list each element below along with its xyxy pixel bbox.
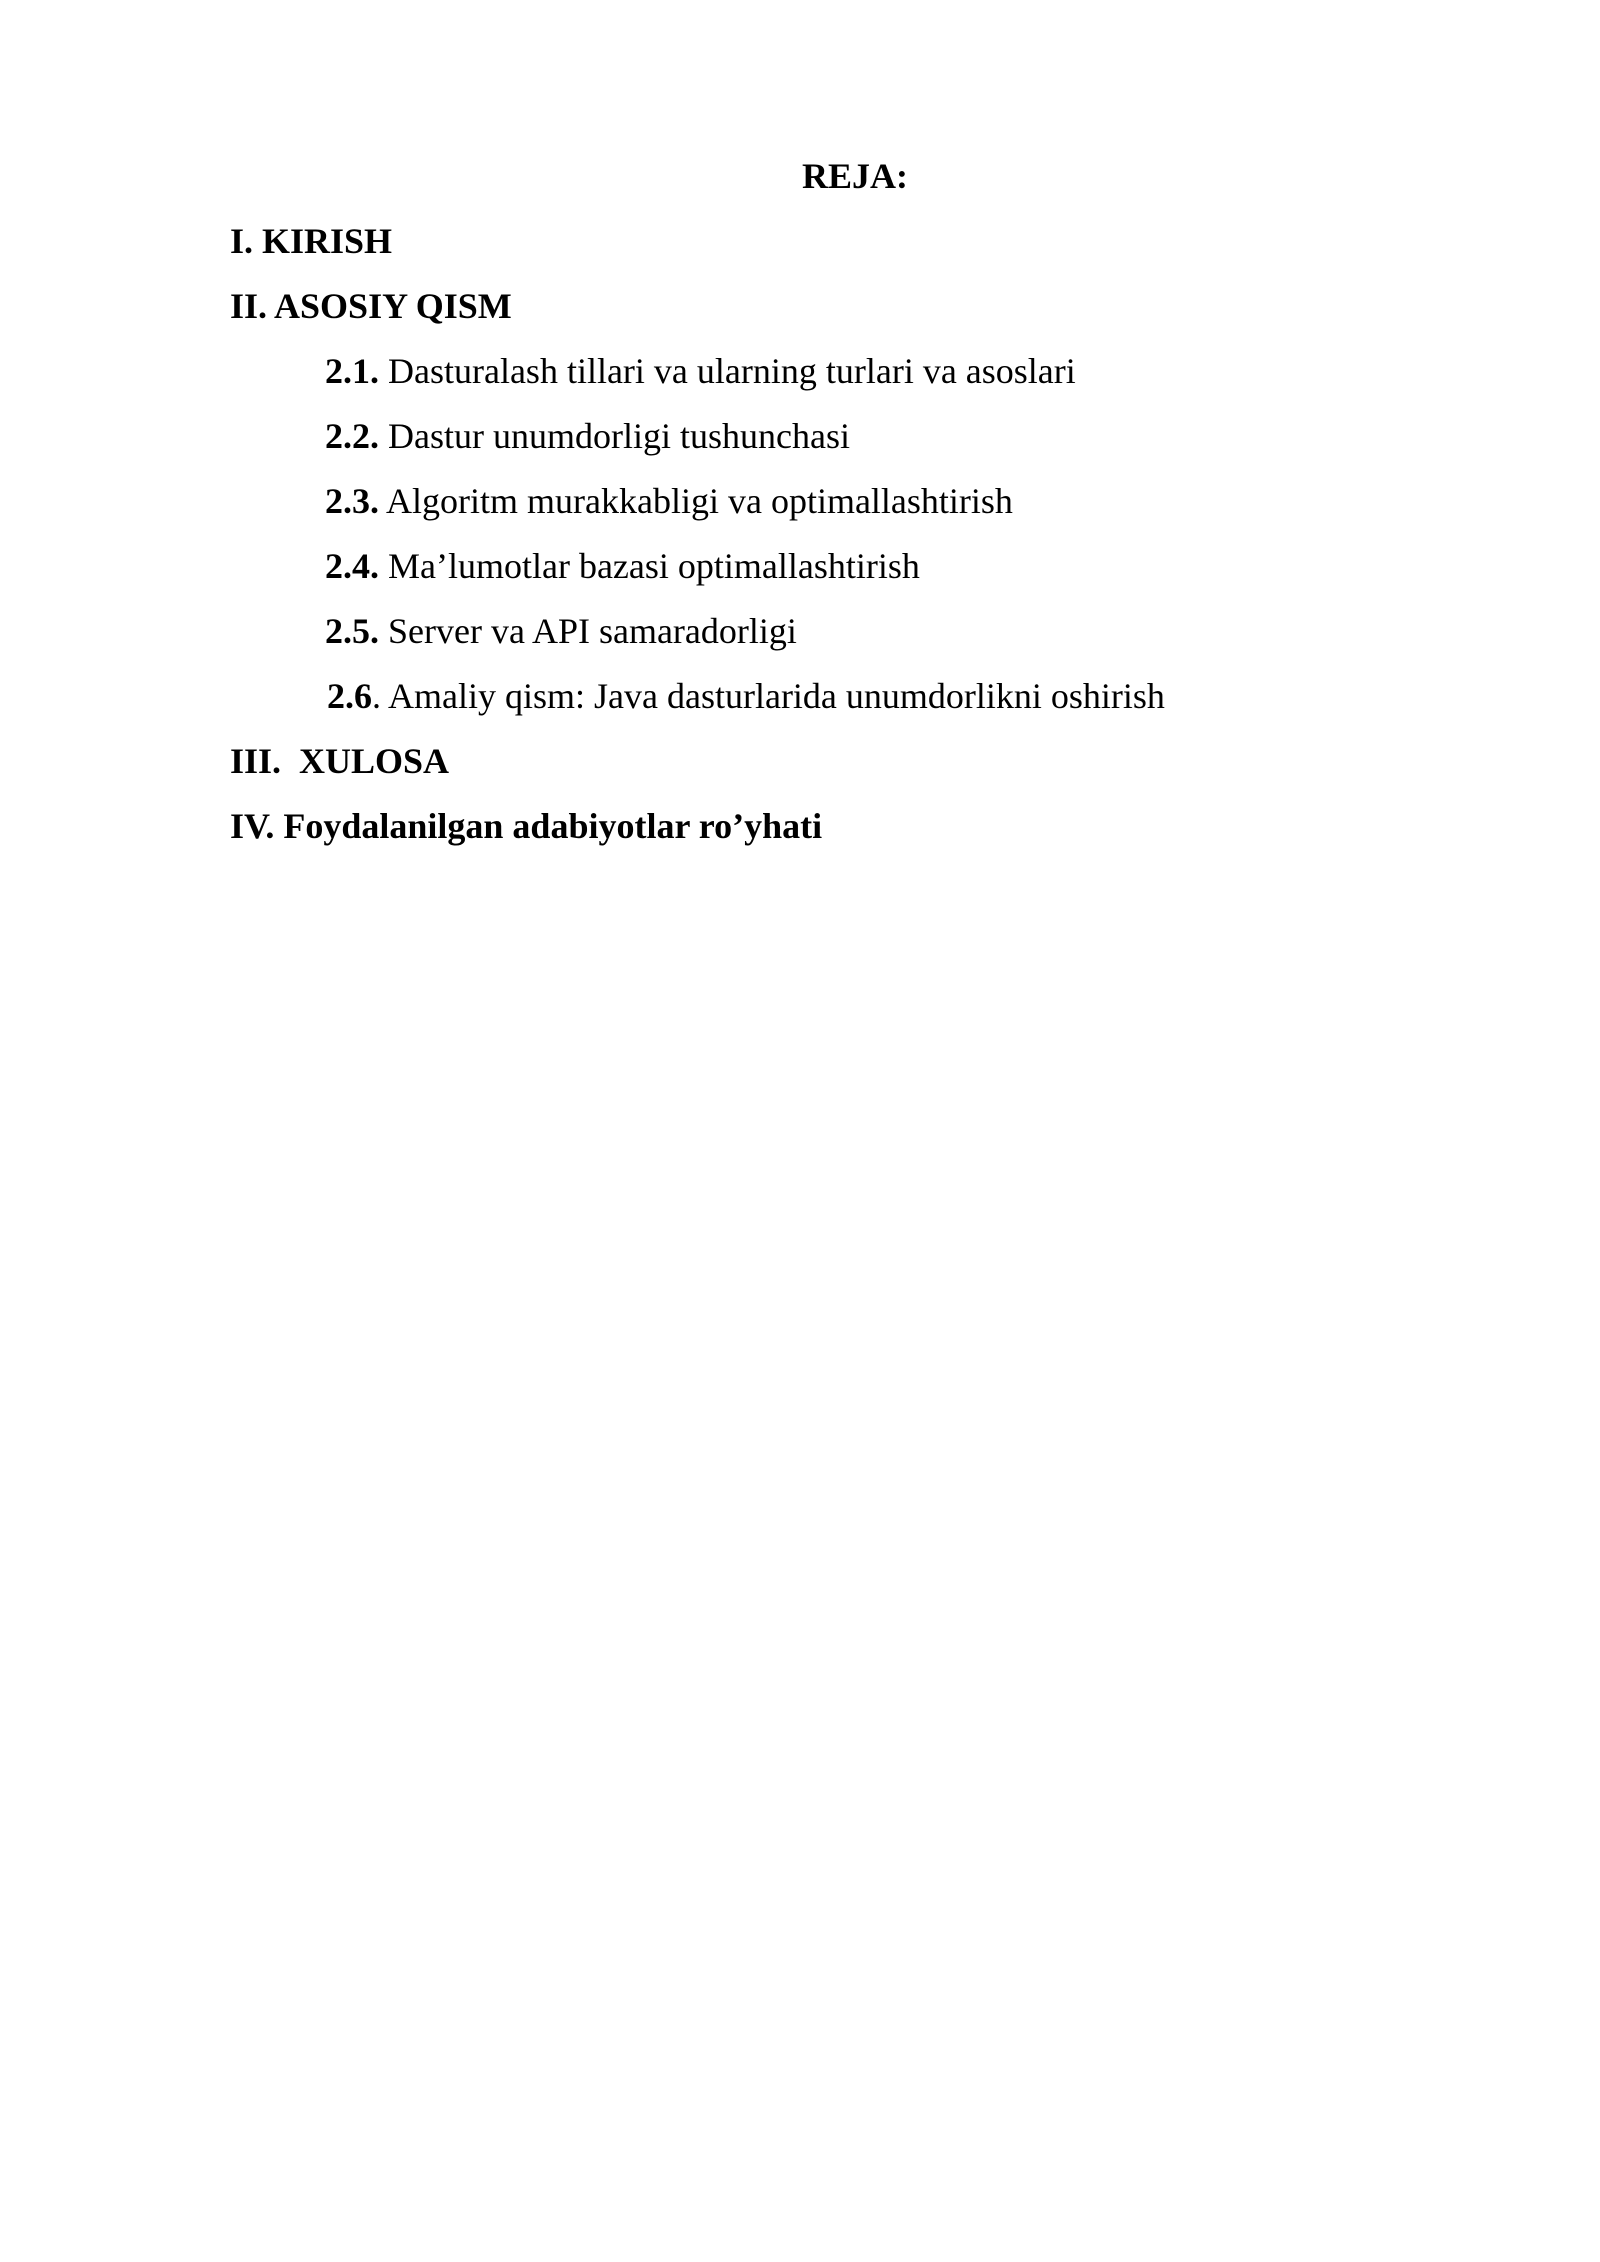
subsection-number: 2.6: [327, 676, 372, 716]
subsection-text: Algoritm murakkabligi va optimallashtirish: [379, 481, 1013, 521]
section-introduction: I. KIRISH: [230, 221, 393, 261]
section-references: IV. Foydalanilgan adabiyotlar ro’yhati: [230, 806, 823, 846]
subsection-text: Dastur unumdorligi tushunchasi: [379, 416, 850, 456]
subsection-number: 2.1.: [325, 351, 379, 391]
subsection-number: 2.5.: [325, 611, 379, 651]
subsection-2-1: [325, 345, 1076, 397]
subsection-number: 2.4.: [325, 546, 379, 586]
subsection-number: 2.2.: [325, 416, 379, 456]
subsection-2-4: [325, 540, 920, 592]
subsection-text: Server va API samaradorligi: [379, 611, 797, 651]
subsection-text: Ma’lumotlar bazasi optimallashtirish: [379, 546, 920, 586]
section-conclusion: III. XULOSA: [230, 741, 450, 781]
subsection-text: . Amaliy qism: Java dasturlarida unumdorlikni oshirish: [372, 676, 1165, 716]
subsection-2-5: [325, 605, 797, 657]
subsection-text: Dasturalash tillari va ularning turlari va asoslari: [379, 351, 1076, 391]
plan-title: REJA:: [802, 156, 908, 196]
section-main-part: II. ASOSIY QISM: [230, 286, 512, 326]
subsection-2-3: [325, 475, 1013, 527]
subsection-2-2: [325, 410, 850, 462]
subsection-number: 2.3.: [325, 481, 379, 521]
subsection-2-6: [327, 670, 1165, 722]
